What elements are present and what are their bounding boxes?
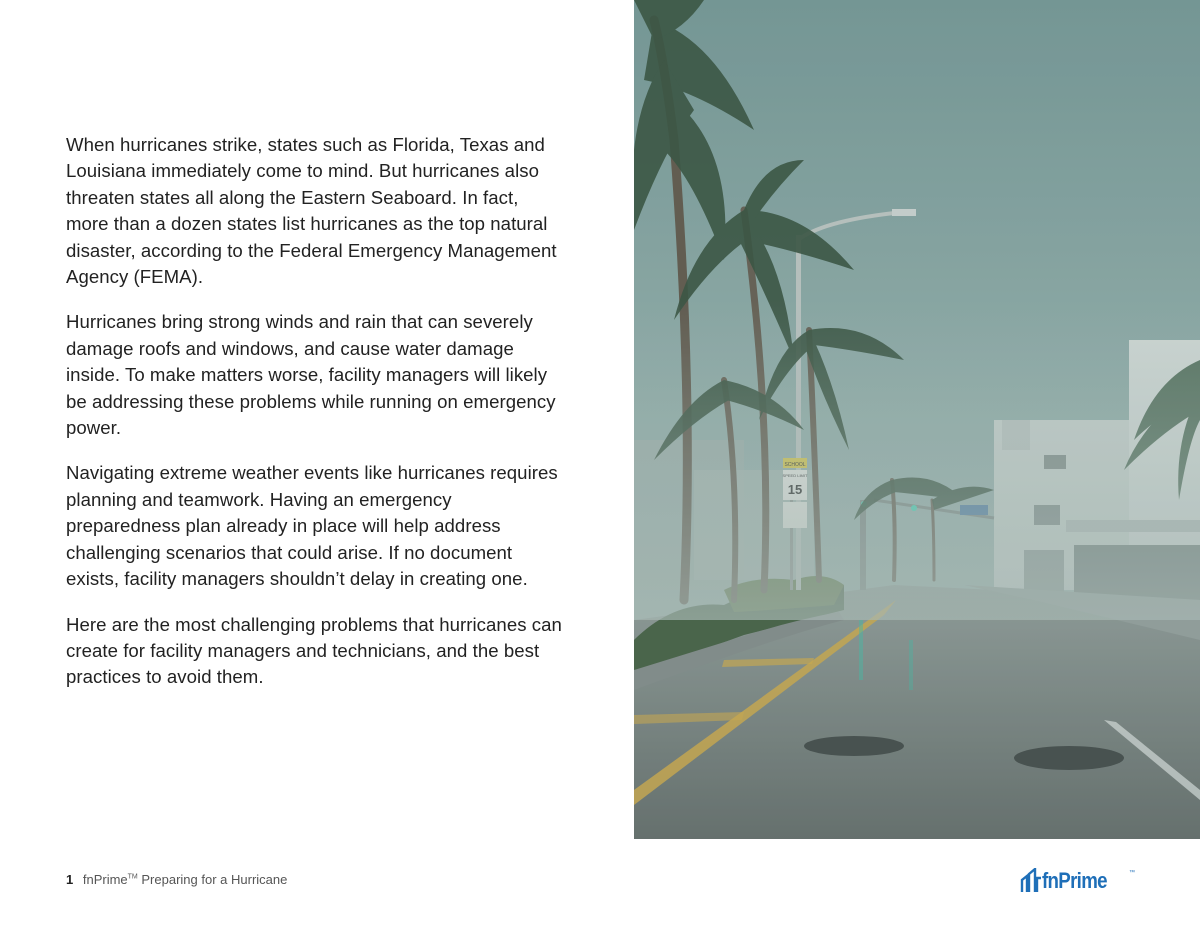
page-footer bbox=[66, 872, 287, 887]
logo-wordmark: fnPrime bbox=[1042, 868, 1107, 893]
hurricane-street-photo bbox=[634, 0, 1200, 839]
paragraph-damage: Hurricanes bring strong winds and rain that can severely damage roofs and windows, and cause water damage inside. To make matters worse, facility managers will likely be addressing these problems while running on emergency power. bbox=[66, 311, 556, 439]
footer-title: Preparing for a Hurricane bbox=[141, 872, 288, 887]
fnprime-logo bbox=[1020, 864, 1135, 893]
footer-trademark: TM bbox=[127, 873, 138, 881]
body-text bbox=[66, 132, 566, 710]
paragraph-intro: When hurricanes strike, states such as Florida, Texas and Louisiana immediately come to mind. But hurricanes also threaten states all along the Eastern Seaboard. In fact, more than a dozen states list hurricanes as the top natural disaster, according to the Federal Emergency Management Agency (FEMA). bbox=[66, 134, 557, 288]
paragraph-planning: Navigating extreme weather events like hurricanes requires planning and teamwork. Having an emergency preparedness plan already in place will help address challenging scenarios that could arise. If no document exists, facility managers shouldn’t delay in creating one. bbox=[66, 462, 558, 590]
logo-trademark: ™ bbox=[1129, 870, 1135, 876]
footer-brand: fnPrime bbox=[82, 872, 128, 887]
building-logo-icon bbox=[1020, 868, 1042, 892]
page-number: 1 bbox=[66, 872, 74, 887]
paragraph-problems: Here are the most challenging problems that hurricanes can create for facility managers and technicians, and the best practices to avoid them. bbox=[66, 613, 562, 688]
